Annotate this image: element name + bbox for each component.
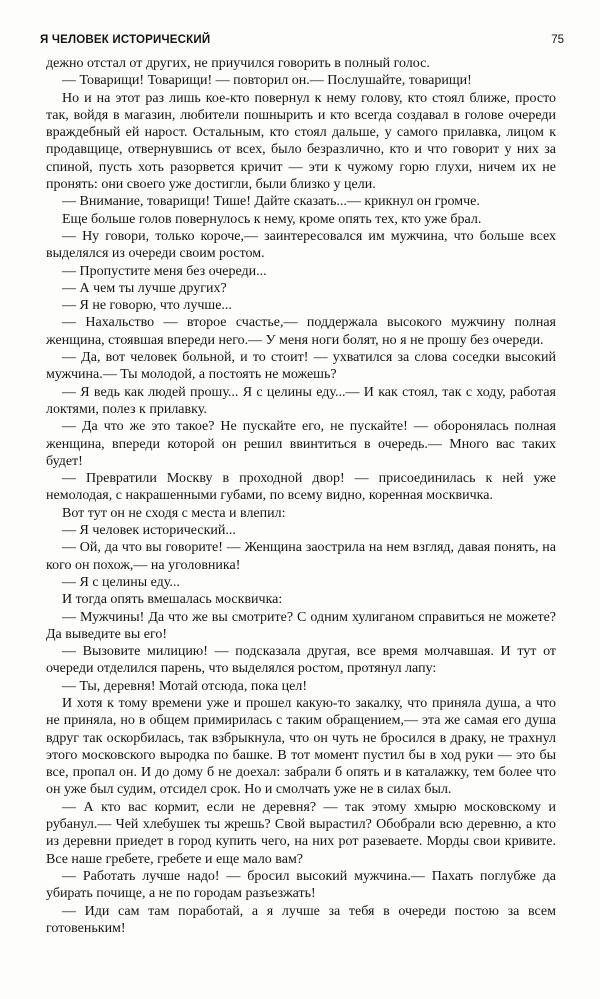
paragraph: дежно отстал от других, не приучился говорить в полный голос. (46, 56, 430, 71)
body-text (46, 55, 556, 937)
paragraph: — Превратили Москву в проходной двор! — присоединилась к ней уже немолодая, с накрашенными губами, по всему видно, коренная москвичка. (46, 471, 556, 504)
paragraph: — Да что же это такое? Не пускайте его, не пускайте! — оборонялась полная женщина, впереди которой он решил ввинтиться в очередь.— Много вас таких будет! (46, 419, 556, 469)
paragraph: — Нахальство — второе счастье,— поддержала высокого мужчину полная женщина, стоявшая впереди него.— У меня ноги болят, но я не прошу без очереди. (46, 315, 556, 348)
paragraph: — Пропустите меня без очереди... (62, 263, 267, 279)
paragraph: Вот тут он не сходя с места и влепил: (62, 505, 286, 521)
paragraph: Еще больше голов повернулось к нему, кроме опять тех, кто уже брал. (62, 211, 482, 227)
paragraph: — Да, вот человек больной, и то стоит! — ухватился за слова соседки высокий мужчина.— Ты молодой, а постоять не можешь? (46, 350, 556, 383)
paragraph: Но и на этот раз лишь кое-кто повернул к нему голову, кто стоял ближе, просто так, войдя в магазин, любители пошнырить и кто всегда создавал в голове очереди враждебный ей нарост. Остальным, кто стоял дальше, у самого прилавка, лицом к продавщице, отвернувшись от всех, было безразлично, кто и что говорит у них за спиной, пусть хоть разорвется кричит — эти к чужому горю глухи, ничем их не пронять: они своего уже достигли, были близко у цели. (46, 90, 556, 193)
paragraph: — Я человек исторический... (62, 523, 236, 539)
paragraph: — Иди сам там поработай, а я лучше за тебя в очереди постою за всем готовеньким! (46, 903, 556, 936)
paragraph: — Вызовите милицию! — подсказала другая, все время молчавшая. И тут от очереди отделился парень, что выделялся ростом, протянул лапу: (46, 644, 556, 677)
paragraph: — Я ведь как людей прошу... Я с целины еду...— И как стоял, так с ходу, работая локтями, полез к прилавку. (46, 384, 556, 417)
page-number: 75 (551, 34, 564, 46)
paragraph: — Ой, да что вы говорите! — Женщина заострила на нем взгляд, давая понять, на кого он похож,— на уголовника! (46, 540, 556, 573)
paragraph: — Работать лучше надо! — бросил высокий мужчина.— Пахать поглубже да убирать почище, а не по городам разъезжать! (46, 868, 556, 902)
paragraph: И тогда опять вмешалась москвичка: (62, 592, 283, 608)
paragraph: — Ты, деревня! Мотай отсюда, пока цел! (62, 678, 307, 694)
paragraph: — Ну говори, только короче,— заинтересовался им мужчина, что больше всех выделялся из очереди своим ростом. (46, 228, 556, 262)
paragraph: — Внимание, товарищи! Тише! Дайте сказать...— крикнул он громче. (62, 194, 480, 210)
paragraph: — Мужчины! Да что же вы смотрите? С одним хулиганом справиться не можете? Да выведите вы его! (46, 609, 556, 642)
running-head (40, 34, 564, 52)
paragraph: — А чем ты лучше других? (62, 280, 227, 296)
paragraph: — Товарищи! Товарищи! — повторил он.— Послушайте, товарищи! (62, 73, 472, 89)
paragraph: — Я не говорю, что лучше... (62, 298, 232, 314)
paragraph: И хотя к тому времени уже и прошел какую-то закалку, что приняла душа, а что не приняла, но в общем примирилась с таким обращением,— эта же самая его душа вдруг так оскорбилась, так взбрыкнула, что он чуть не бросился в драку, не трахнул этого московского выродка по башке. В тот момент пустил бы в ход руки — это бы все, пропал он. И до дому б не доехал: забрали б опять и в каталажку, тем более что он уже был судим, отсидел срок. Но и смолчать уже не в силах был. (46, 695, 556, 798)
paragraph: — А кто вас кормит, если не деревня? — так этому хмырю московскому и рубанул.— Чей хлебушек ты жрешь? Свой вырастил? Обобрали всю деревню, а кто из деревни приедет в город купить чего, на них рот разеваете. Морды свои кривите. Все наше гребете, гребете и еще мало вам? (46, 799, 556, 867)
running-head-title: Я ЧЕЛОВЕК ИСТОРИЧЕСКИЙ (40, 34, 211, 46)
paragraph: — Я с целины еду... (62, 574, 180, 590)
